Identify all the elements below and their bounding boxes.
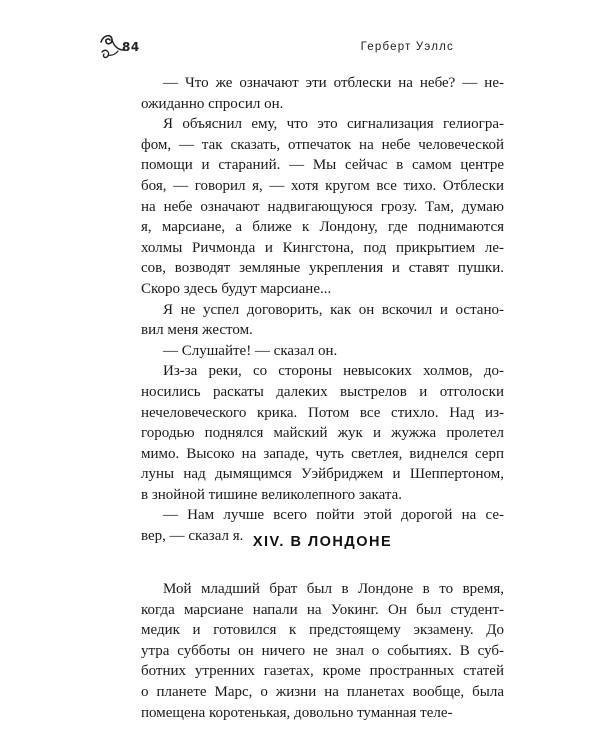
text-line: медик и готовился к предстоящему экзамену. До [141,622,504,639]
main-text-top [141,73,504,547]
text-line: ожиданно спросил он. [141,95,284,112]
text-line: помощи и стараний. — Мы сейчас в самом центре [141,157,504,174]
text-line: Скоро здесь будут марсиане... [141,280,332,297]
text-line: вер, — сказал я. [141,528,244,545]
paragraph [141,73,504,114]
text-line: — Нам лучше всего пойти этой дорогой на се- [163,507,504,524]
paragraph [141,300,504,341]
main-text-bottom [141,579,504,723]
chapter-title: XIV. В ЛОНДОНЕ [252,534,393,550]
text-line: Из-за реки, со стороны невысоких холмов, до- [163,363,504,380]
text-line: в знойной тишине великолепного заката. [141,486,402,503]
text-line: помещена коротенькая, довольно туманная теле- [141,704,453,721]
page-number: 84 [122,40,140,54]
paragraph [141,341,504,362]
text-line: о планете Марс, о жизни на планетах вообще, была [141,683,504,700]
text-line: — Слушайте! — сказал он. [163,342,338,359]
text-line: нечеловеческого крика. Потом все стихло. Над из- [141,404,504,421]
text-line: когда марсиане напали на Уокинг. Он был студент- [141,601,504,618]
running-head: Герберт Уэллс [360,41,454,53]
paragraph [141,579,504,723]
text-line: луны над дымящимся Уэйбриджем и Шеппертоном, [141,466,504,483]
text-line: сов, возводят земляные укрепления и ставят пушки. [141,260,504,277]
text-line: фом, — так сказать, отпечаток на небе человеческой [141,136,504,153]
text-line: я, марсиане, а ближе к Лондону, где поднимаются [141,219,504,236]
text-line: утра субботы он ничего не знал о событиях. В суб- [141,642,504,659]
text-line: — Что же означают эти отблески на небе? — не- [163,75,504,91]
text-line: носились раскаты далеких выстрелов и отголоски [141,383,504,400]
text-line: на небе означают надвигающуюся грозу. Там, думаю [141,198,504,215]
text-line: Я объяснил ему, что это сигнализация гелиогра- [163,116,504,133]
text-line: Я не успел договорить, как он вскочил и остано- [163,301,504,318]
text-line: ботних утренних газетах, кроме пространных статей [141,663,504,680]
text-line: холмы Ричмонда и Кингстона, под прикрытием ле- [141,239,504,256]
text-line: боя, — говорил я, — хотя кругом все тихо. Отблески [141,177,504,194]
text-line: городью поднялся майский жук и жужжа пролетел [141,425,504,442]
paragraph [141,114,504,299]
page-header [98,30,518,64]
paragraph [141,361,504,505]
text-line: вил меня жестом. [141,322,253,339]
text-line: мимо. Высоко на западе, чуть светлея, виднелся серп [141,445,504,462]
text-line: Мой младший брат был в Лондоне в то время, [163,581,504,597]
